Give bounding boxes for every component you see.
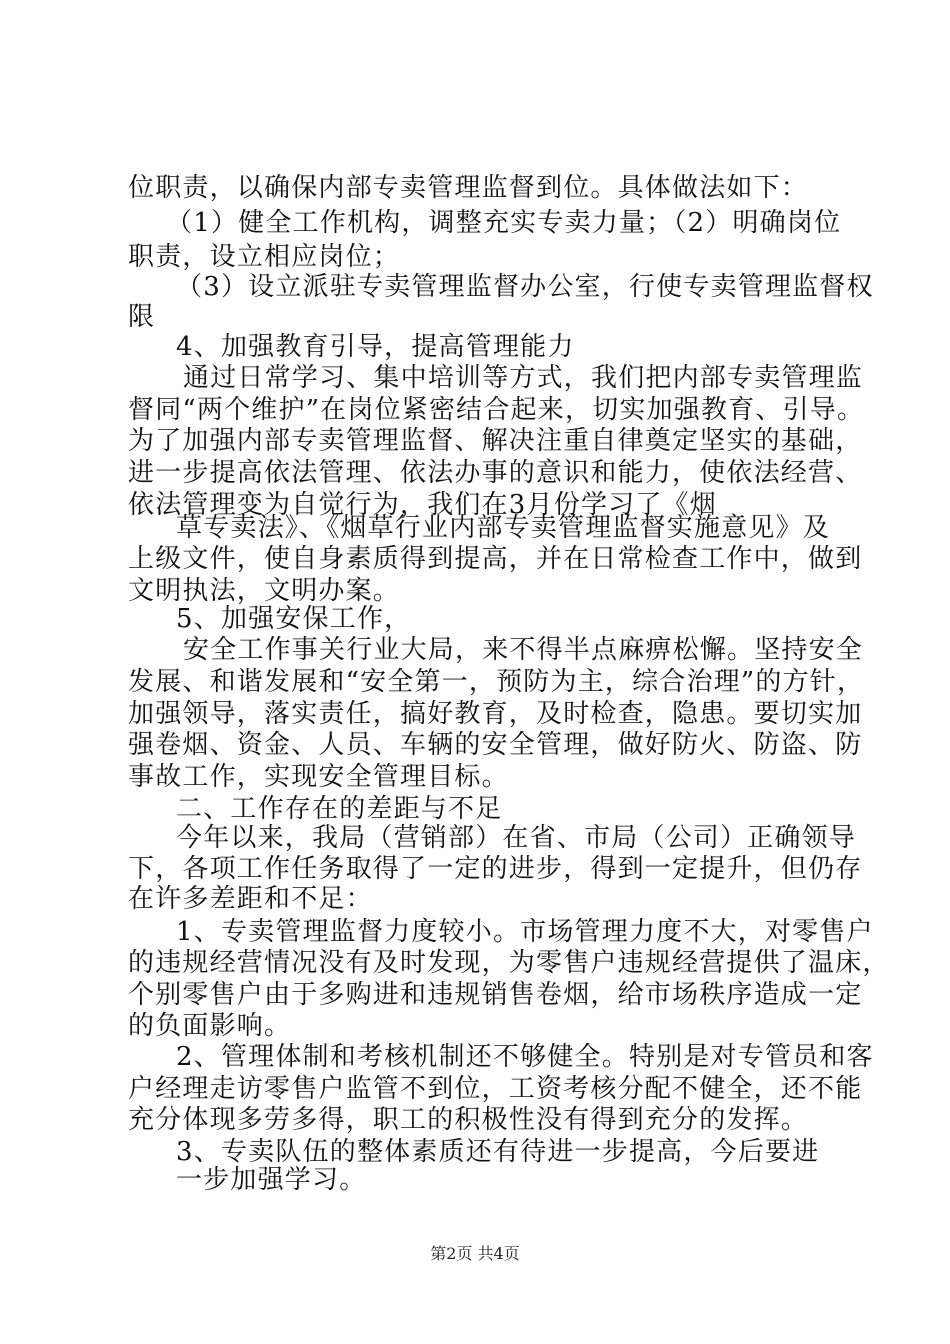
text-line: （3）设立派驻专卖管理监督办公室，行使专卖管理监督权 [176, 272, 874, 302]
text-line: 的违规经营情况没有及时发现，为零售户违规经营提供了温床， [128, 948, 890, 978]
text-line: 在许多差距和不足： [128, 884, 373, 914]
section-heading: 二、工作存在的差距与不足 [176, 794, 503, 824]
text-line: 限 [128, 302, 156, 332]
text-line: 2、管理体制和考核机制还不够健全。特别是对专管员和客 [176, 1042, 874, 1072]
text-line: 位职责，以确保内部专卖管理监督到位。具体做法如下： [128, 173, 809, 203]
text-line: （1）健全工作机构，调整充实专卖力量；（2）明确岗位 [166, 208, 842, 238]
text-line: 今年以来，我局（营销部）在省、市局（公司）正确领导 [176, 823, 857, 853]
text-line: 通过日常学习、集中培训等方式，我们把内部专卖管理监 [183, 363, 864, 393]
text-line: 1、专卖管理监督力度较小。市场管理力度不大，对零售户 [176, 917, 874, 947]
text-line: 3、专卖队伍的整体素质还有待进一步提高，今后要进 [176, 1137, 820, 1167]
text-line: 依法管理变为自觉行为，我们在3月份学习了《烟 [128, 490, 717, 520]
text-line: 一步加强学习。 [176, 1165, 367, 1195]
text-line: 强卷烟、资金、人员、车辆的安全管理，做好防火、防盗、防 [128, 730, 863, 760]
page-number-footer: 第2页 共4页 [430, 1244, 520, 1263]
text-line: 草专卖法》、《烟草行业内部专卖管理监督实施意见》及 [176, 513, 831, 543]
section-heading: 5、加强安保工作， [176, 604, 412, 634]
text-line: 下，各项工作任务取得了一定的进步，得到一定提升，但仍存 [128, 854, 863, 884]
text-line: 发展、和谐发展和“安全第一，预防为主，综合治理”的方针， [128, 667, 865, 697]
text-line: 充分体现多劳多得，职工的积极性没有得到充分的发挥。 [128, 1105, 809, 1135]
text-line: 为了加强内部专卖管理监督、解决注重自律奠定坚实的基础， [128, 426, 863, 456]
text-line: 个别零售户由于多购进和违规销售卷烟，给市场秩序造成一定 [128, 980, 863, 1010]
text-line: 事故工作，实现安全管理目标。 [128, 762, 509, 792]
text-line: 户经理走访零售户监管不到位，工资考核分配不健全，还不能 [128, 1074, 863, 1104]
text-line: 加强领导，落实责任，搞好教育，及时检查，隐患。要切实加 [128, 699, 863, 729]
text-line: 上级文件，使自身素质得到提高，并在日常检查工作中，做到 [128, 544, 863, 574]
text-line: 安全工作事关行业大局，来不得半点麻痹松懈。坚持安全 [183, 635, 864, 665]
section-heading: 4、加强教育引导，提高管理能力 [176, 332, 575, 362]
text-line: 进一步提高依法管理、依法办事的意识和能力，使依法经营、 [128, 458, 863, 488]
text-line: 文明执法，文明办案。 [128, 576, 401, 606]
text-line: 的负面影响。 [128, 1011, 292, 1041]
text-line: 督同“两个维护”在岗位紧密结合起来，切实加强教育、引导。 [128, 395, 865, 425]
text-line: 职责，设立相应岗位； [128, 242, 401, 272]
